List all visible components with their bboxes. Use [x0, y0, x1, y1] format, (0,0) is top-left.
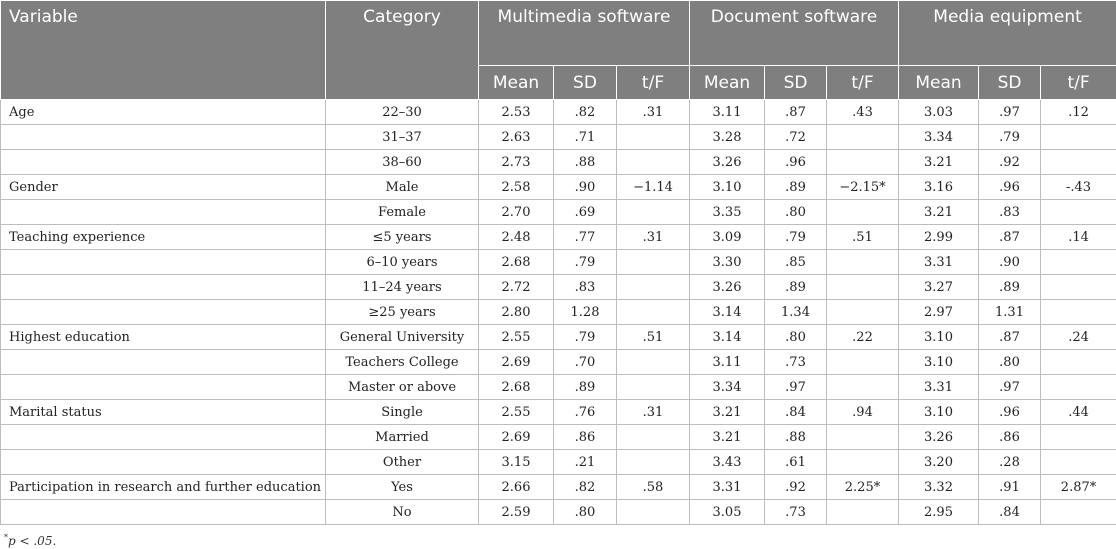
variable-cell	[1, 375, 326, 400]
mean-cell: 2.55	[479, 400, 554, 425]
tf-cell: .31	[617, 100, 690, 125]
mean-cell: 2.48	[479, 225, 554, 250]
mean-cell: 3.05	[690, 500, 765, 525]
table-row	[1, 400, 1116, 425]
header-sd: SD	[554, 66, 617, 100]
table-row	[1, 225, 1116, 250]
tf-cell	[1041, 275, 1116, 300]
tf-cell: −1.14	[617, 175, 690, 200]
sd-cell: .96	[979, 175, 1041, 200]
mean-cell: 3.11	[690, 350, 765, 375]
header-mean: Mean	[899, 66, 979, 100]
table-row	[1, 325, 1116, 350]
category-cell: 11–24 years	[326, 275, 479, 300]
mean-cell: 3.14	[690, 325, 765, 350]
variable-cell	[1, 250, 326, 275]
sd-cell: .87	[979, 325, 1041, 350]
sd-cell: .79	[554, 250, 617, 275]
mean-cell: 3.10	[690, 175, 765, 200]
mean-cell: 2.99	[899, 225, 979, 250]
sd-cell: 1.31	[979, 300, 1041, 325]
tf-cell: .58	[617, 475, 690, 500]
mean-cell: 3.20	[899, 450, 979, 475]
mean-cell: 2.70	[479, 200, 554, 225]
tf-cell	[617, 425, 690, 450]
mean-cell: 3.10	[899, 350, 979, 375]
mean-cell: 3.31	[690, 475, 765, 500]
sd-cell: .83	[979, 200, 1041, 225]
mean-cell: 2.59	[479, 500, 554, 525]
sd-cell: .92	[765, 475, 827, 500]
mean-cell: 2.69	[479, 425, 554, 450]
sd-cell: .88	[554, 150, 617, 175]
sd-cell: .97	[979, 100, 1041, 125]
table-row	[1, 125, 1116, 150]
sd-cell: .96	[979, 400, 1041, 425]
tf-cell: .12	[1041, 100, 1116, 125]
category-cell: 22–30	[326, 100, 479, 125]
mean-cell: 3.34	[690, 375, 765, 400]
mean-cell: 2.68	[479, 375, 554, 400]
mean-cell: 2.72	[479, 275, 554, 300]
sd-cell: .91	[979, 475, 1041, 500]
footnote	[4, 533, 56, 548]
sd-cell: .73	[765, 350, 827, 375]
tf-cell: -.43	[1041, 175, 1116, 200]
tf-cell	[617, 500, 690, 525]
header-media-equipment: Media equipment	[899, 1, 1116, 66]
sd-cell: 1.34	[765, 300, 827, 325]
footnote-star: *	[4, 533, 8, 542]
tf-cell	[617, 150, 690, 175]
category-cell: 31–37	[326, 125, 479, 150]
table-row	[1, 150, 1116, 175]
tf-cell	[617, 350, 690, 375]
table-row	[1, 450, 1116, 475]
variable-cell	[1, 300, 326, 325]
mean-cell: 2.53	[479, 100, 554, 125]
sd-cell: .86	[554, 425, 617, 450]
mean-cell: 2.80	[479, 300, 554, 325]
category-cell: Master or above	[326, 375, 479, 400]
mean-cell: 3.26	[899, 425, 979, 450]
tf-cell: .94	[827, 400, 899, 425]
mean-cell: 3.03	[899, 100, 979, 125]
tf-cell: 2.25*	[827, 475, 899, 500]
sd-cell: .80	[765, 325, 827, 350]
tf-cell: .31	[617, 400, 690, 425]
sd-cell: .80	[979, 350, 1041, 375]
header-sd: SD	[979, 66, 1041, 100]
mean-cell: 2.66	[479, 475, 554, 500]
header-variable: Variable	[1, 1, 326, 100]
header-sd: SD	[765, 66, 827, 100]
table-row	[1, 200, 1116, 225]
tf-cell: .43	[827, 100, 899, 125]
tf-cell	[617, 375, 690, 400]
variable-cell: Marital status	[1, 400, 326, 425]
tf-cell: .22	[827, 325, 899, 350]
category-cell: 38–60	[326, 150, 479, 175]
tf-cell	[827, 500, 899, 525]
mean-cell: 3.32	[899, 475, 979, 500]
table-row	[1, 300, 1116, 325]
category-cell: Yes	[326, 475, 479, 500]
mean-cell: 3.09	[690, 225, 765, 250]
header-document-software: Document software	[690, 1, 899, 66]
mean-cell: 3.30	[690, 250, 765, 275]
header-category: Category	[326, 1, 479, 100]
mean-cell: 2.73	[479, 150, 554, 175]
sd-cell: .76	[554, 400, 617, 425]
mean-cell: 3.35	[690, 200, 765, 225]
sd-cell: 1.28	[554, 300, 617, 325]
table-row	[1, 475, 1116, 500]
sd-cell: .85	[765, 250, 827, 275]
tf-cell	[1041, 300, 1116, 325]
mean-cell: 2.55	[479, 325, 554, 350]
tf-cell: .24	[1041, 325, 1116, 350]
mean-cell: 3.34	[899, 125, 979, 150]
table-row	[1, 100, 1116, 125]
variable-cell: Age	[1, 100, 326, 125]
sd-cell: .96	[765, 150, 827, 175]
category-cell: Female	[326, 200, 479, 225]
table-row	[1, 275, 1116, 300]
tf-cell: 2.87*	[1041, 475, 1116, 500]
tf-cell	[1041, 350, 1116, 375]
sd-cell: .84	[979, 500, 1041, 525]
variable-cell	[1, 350, 326, 375]
sd-cell: .92	[979, 150, 1041, 175]
tf-cell	[617, 300, 690, 325]
footnote-text: p < .05.	[8, 534, 57, 548]
tf-cell	[827, 200, 899, 225]
category-cell: Teachers College	[326, 350, 479, 375]
sd-cell: .86	[979, 425, 1041, 450]
tf-cell	[827, 425, 899, 450]
sd-cell: .89	[765, 275, 827, 300]
sd-cell: .89	[979, 275, 1041, 300]
tf-cell: .44	[1041, 400, 1116, 425]
sd-cell: .28	[979, 450, 1041, 475]
mean-cell: 3.10	[899, 400, 979, 425]
tf-cell	[1041, 450, 1116, 475]
mean-cell: 3.21	[690, 400, 765, 425]
mean-cell: 3.21	[899, 150, 979, 175]
tf-cell	[617, 250, 690, 275]
sd-cell: .97	[765, 375, 827, 400]
sd-cell: .83	[554, 275, 617, 300]
tf-cell	[827, 150, 899, 175]
sd-cell: .77	[554, 225, 617, 250]
tf-cell	[1041, 200, 1116, 225]
table-row	[1, 350, 1116, 375]
header-mean: Mean	[479, 66, 554, 100]
tf-cell	[827, 125, 899, 150]
tf-cell	[617, 125, 690, 150]
tf-cell	[1041, 375, 1116, 400]
sd-cell: .97	[979, 375, 1041, 400]
category-cell: ≤5 years	[326, 225, 479, 250]
tf-cell	[1041, 125, 1116, 150]
mean-cell: 2.68	[479, 250, 554, 275]
sd-cell: .71	[554, 125, 617, 150]
sd-cell: .80	[554, 500, 617, 525]
sd-cell: .79	[554, 325, 617, 350]
header-multimedia-software: Multimedia software	[479, 1, 690, 66]
tf-cell	[1041, 425, 1116, 450]
tf-cell: .14	[1041, 225, 1116, 250]
tf-cell	[617, 200, 690, 225]
tf-cell	[827, 375, 899, 400]
sd-cell: .79	[979, 125, 1041, 150]
tf-cell	[1041, 500, 1116, 525]
category-cell: ≥25 years	[326, 300, 479, 325]
mean-cell: 3.16	[899, 175, 979, 200]
category-cell: Other	[326, 450, 479, 475]
header-tf: t/F	[617, 66, 690, 100]
tf-cell	[827, 450, 899, 475]
mean-cell: 3.27	[899, 275, 979, 300]
tf-cell: −2.15*	[827, 175, 899, 200]
mean-cell: 2.69	[479, 350, 554, 375]
sd-cell: .88	[765, 425, 827, 450]
mean-cell: 3.11	[690, 100, 765, 125]
tf-cell	[617, 450, 690, 475]
tf-cell	[827, 350, 899, 375]
table-row	[1, 425, 1116, 450]
mean-cell: 2.58	[479, 175, 554, 200]
variable-cell	[1, 425, 326, 450]
sd-cell: .87	[765, 100, 827, 125]
tf-cell: .51	[617, 325, 690, 350]
variable-cell: Highest education	[1, 325, 326, 350]
mean-cell: 3.21	[690, 425, 765, 450]
sd-cell: .89	[765, 175, 827, 200]
sd-cell: .87	[979, 225, 1041, 250]
tf-cell: .51	[827, 225, 899, 250]
tf-cell	[1041, 150, 1116, 175]
mean-cell: 3.43	[690, 450, 765, 475]
sd-cell: .72	[765, 125, 827, 150]
category-cell: Married	[326, 425, 479, 450]
sd-cell: .73	[765, 500, 827, 525]
tf-cell	[827, 275, 899, 300]
mean-cell: 3.28	[690, 125, 765, 150]
variable-cell	[1, 500, 326, 525]
tf-cell	[1041, 250, 1116, 275]
sd-cell: .21	[554, 450, 617, 475]
category-cell: Male	[326, 175, 479, 200]
mean-cell: 2.97	[899, 300, 979, 325]
mean-cell: 3.26	[690, 150, 765, 175]
mean-cell: 3.15	[479, 450, 554, 475]
category-cell: General University	[326, 325, 479, 350]
variable-cell: Gender	[1, 175, 326, 200]
header-tf: t/F	[827, 66, 899, 100]
mean-cell: 3.14	[690, 300, 765, 325]
tf-cell: .31	[617, 225, 690, 250]
tf-cell	[827, 250, 899, 275]
sd-cell: .70	[554, 350, 617, 375]
variable-cell: Teaching experience	[1, 225, 326, 250]
tf-cell	[617, 275, 690, 300]
sd-cell: .69	[554, 200, 617, 225]
mean-cell: 2.95	[899, 500, 979, 525]
category-cell: Single	[326, 400, 479, 425]
mean-cell: 2.63	[479, 125, 554, 150]
mean-cell: 3.10	[899, 325, 979, 350]
mean-cell: 3.31	[899, 375, 979, 400]
tf-cell	[827, 300, 899, 325]
table-body	[1, 100, 1116, 525]
sd-cell: .90	[979, 250, 1041, 275]
category-cell: No	[326, 500, 479, 525]
header-mean: Mean	[690, 66, 765, 100]
sd-cell: .82	[554, 475, 617, 500]
sd-cell: .61	[765, 450, 827, 475]
variable-cell	[1, 150, 326, 175]
sd-cell: .84	[765, 400, 827, 425]
variable-cell: Participation in research and further education	[1, 475, 326, 500]
sd-cell: .82	[554, 100, 617, 125]
sd-cell: .90	[554, 175, 617, 200]
mean-cell: 3.26	[690, 275, 765, 300]
sd-cell: .80	[765, 200, 827, 225]
table-row	[1, 375, 1116, 400]
table-row	[1, 500, 1116, 525]
variable-cell	[1, 125, 326, 150]
variable-cell	[1, 275, 326, 300]
header-tf: t/F	[1041, 66, 1116, 100]
variable-cell	[1, 450, 326, 475]
table-row	[1, 175, 1116, 200]
mean-cell: 3.31	[899, 250, 979, 275]
table-row	[1, 250, 1116, 275]
mean-cell: 3.21	[899, 200, 979, 225]
sd-cell: .79	[765, 225, 827, 250]
category-cell: 6–10 years	[326, 250, 479, 275]
variable-cell	[1, 200, 326, 225]
sd-cell: .89	[554, 375, 617, 400]
